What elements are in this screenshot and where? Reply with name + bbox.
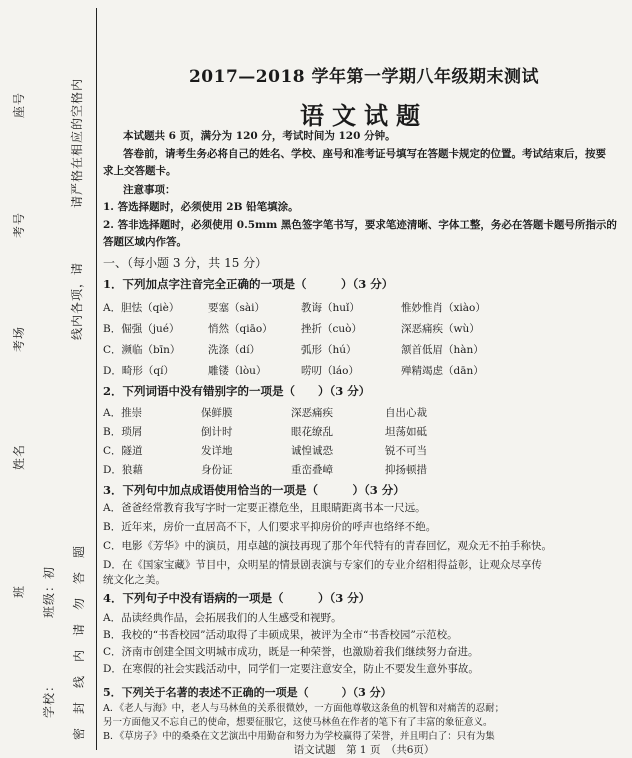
q2-option: 抑扬顿措 bbox=[385, 464, 427, 476]
q1-option: D．畸形（qí） bbox=[103, 365, 174, 377]
q2-option: 坦荡如砥 bbox=[385, 426, 427, 438]
q3-option: A．爸爸经常教育我写字时一定要正襟危坐，且眼睛距离书本一尺远。 bbox=[103, 502, 426, 514]
q2-option: 重峦叠嶂 bbox=[291, 464, 333, 476]
exam-title: 2017—2018 学年第一学期八年级期末测试 bbox=[188, 67, 540, 87]
q2-option: 深恶痛疾 bbox=[291, 407, 333, 419]
q2-option: 诚惶诚恐 bbox=[291, 445, 333, 457]
q1-option: 殚精竭虑（dān） bbox=[401, 365, 484, 377]
intro-line: 本试题共 6 页，满分为 120 分，考试时间为 120 分钟。 bbox=[123, 130, 396, 142]
q2-option: C．隧道 bbox=[103, 445, 143, 457]
section-heading: 一、（每小题 3 分，共 15 分） bbox=[103, 256, 268, 270]
q1-option: 教诲（huǐ） bbox=[301, 302, 360, 314]
notes-title: 注意事项： bbox=[123, 184, 176, 196]
q2-option: 身份证 bbox=[201, 464, 233, 476]
exam-no-label: 考号 bbox=[12, 211, 26, 238]
q1-option: 唠叨（láo） bbox=[301, 365, 359, 377]
q1-option: 颔首低眉（hàn） bbox=[401, 344, 484, 356]
exam-page bbox=[103, 0, 625, 758]
name-label: 姓名 bbox=[12, 443, 26, 470]
q4-option: D．在寒假的社会实践活动中，同学们一定要注意安全，防止不要发生意外事故。 bbox=[103, 663, 479, 675]
q1-option: 挫折（cuò） bbox=[301, 323, 362, 335]
q3-option-continued: 统文化之美。 bbox=[103, 574, 166, 586]
q5-option: A．《老人与海》中，老人与马林鱼的关系很微妙，一方面他尊敬这条鱼的机智和对痛苦的忍耐； bbox=[103, 703, 505, 714]
q2-option: 眼花缭乱 bbox=[291, 426, 333, 438]
question-1-stem: 1．下列加点字注音完全正确的一项是（ ）（3 分） bbox=[103, 277, 394, 291]
q4-option: A．品读经典作品，会拓展我们的人生感受和视野。 bbox=[103, 612, 342, 624]
note-item: 1. 答选择题时，必须使用 2B 铅笔填涂。 bbox=[103, 201, 299, 213]
q1-option: A．胆怯（qiè） bbox=[103, 302, 180, 314]
q4-option: C．济南市创建全国文明城市成功，既是一种荣誉，也激励着我们继续努力奋进。 bbox=[103, 646, 479, 658]
q2-option: A．推崇 bbox=[103, 407, 143, 419]
intro-line: 求上交答题卡。 bbox=[103, 165, 177, 177]
q2-option: 倒计时 bbox=[201, 426, 233, 438]
exam-room-label: 考场 bbox=[12, 325, 26, 352]
q3-option: D．在《国家宝藏》节目中，众明星的情景剧表演与专家们的专业介绍相得益彰，让观众尽享传 bbox=[103, 559, 542, 571]
q2-option: D．狼藉 bbox=[103, 464, 143, 476]
seat-no-label: 座号 bbox=[12, 91, 26, 118]
q3-option: C．电影《芳华》中的演员，用卓越的演技再现了那个年代特有的青春回忆，观众无不拍手称快。 bbox=[103, 540, 553, 552]
q2-option: 发详地 bbox=[201, 445, 233, 457]
q1-option: 悄然（qiāo） bbox=[208, 323, 273, 335]
grade-label: 班级：初 bbox=[42, 565, 56, 618]
school-label: 学校： bbox=[42, 678, 56, 718]
q2-option: 锐不可当 bbox=[385, 445, 427, 457]
q5-option: B．《草房子》中的桑桑在文艺演出中用勤奋和努力为学校赢得了荣誉，并且明白了：只有为集 bbox=[103, 731, 495, 742]
subject-title: 语文试题 bbox=[300, 101, 428, 130]
q1-option: 弧形（hú） bbox=[301, 344, 357, 356]
intro-line: 答卷前，请考生务必将自己的姓名、学校、座号和准考证号填写在答题卡规定的位置。考试结束后，按要 bbox=[123, 148, 606, 160]
binding-margin bbox=[0, 0, 100, 758]
page-footer: 语文试题 第 1 页 （共6页） bbox=[293, 744, 435, 756]
question-2-stem: 2．下列词语中没有错别字的一项是（ ）（3 分） bbox=[103, 384, 371, 398]
q1-option: 惟妙惟肖（xiào） bbox=[401, 302, 486, 314]
q5-option: 另一方面他又不忘自己的使命，想要征服它，这使马林鱼在作者的笔下有了丰富的象征意义。 bbox=[103, 717, 493, 728]
q4-option: B．我校的“书香校园”活动取得了丰硕成果，被评为全市“书香校园”示范校。 bbox=[103, 629, 458, 641]
q1-option: B．倔强（jué） bbox=[103, 323, 180, 335]
seal-line bbox=[96, 8, 97, 750]
q2-option: 保鲜膜 bbox=[201, 407, 233, 419]
notice-mid: 线内各项，请 bbox=[70, 261, 84, 340]
q2-option: 自出心裁 bbox=[385, 407, 427, 419]
q1-option: C．濒临（bīn） bbox=[103, 344, 181, 356]
q1-option: 雕镂（lòu） bbox=[208, 365, 267, 377]
q1-option: 要塞（sài） bbox=[208, 302, 266, 314]
question-3-stem: 3．下列句中加点成语使用恰当的一项是（ ）（3 分） bbox=[103, 483, 405, 497]
note-item: 2. 答非选择题时，必须使用 0.5mm 黑色签字笔书写，要求笔迹清晰、字体工整，务必在答题卡题号所指示的 bbox=[103, 219, 617, 231]
notice-top: 请严格在相应的空格内 bbox=[70, 77, 84, 208]
class-label: 班 bbox=[12, 584, 26, 598]
question-5-stem: 5．下列关于名著的表述不正确的一项是（ ）（3 分） bbox=[103, 686, 392, 699]
q3-option: B．近年来，房价一直居高不下，人们要求平抑房价的呼声也络绎不绝。 bbox=[103, 521, 437, 533]
note-item: 答题区域内作答。 bbox=[103, 236, 187, 248]
q1-option: 深恶痛疾（wù） bbox=[401, 323, 480, 335]
q1-option: 洗涤（dí） bbox=[208, 344, 261, 356]
seal-line-notice: 密 封 线 内 请 勿 答 题 bbox=[72, 544, 86, 740]
question-4-stem: 4．下列句子中没有语病的一项是（ ）（3 分） bbox=[103, 591, 371, 605]
q2-option: B．琐屑 bbox=[103, 426, 143, 438]
